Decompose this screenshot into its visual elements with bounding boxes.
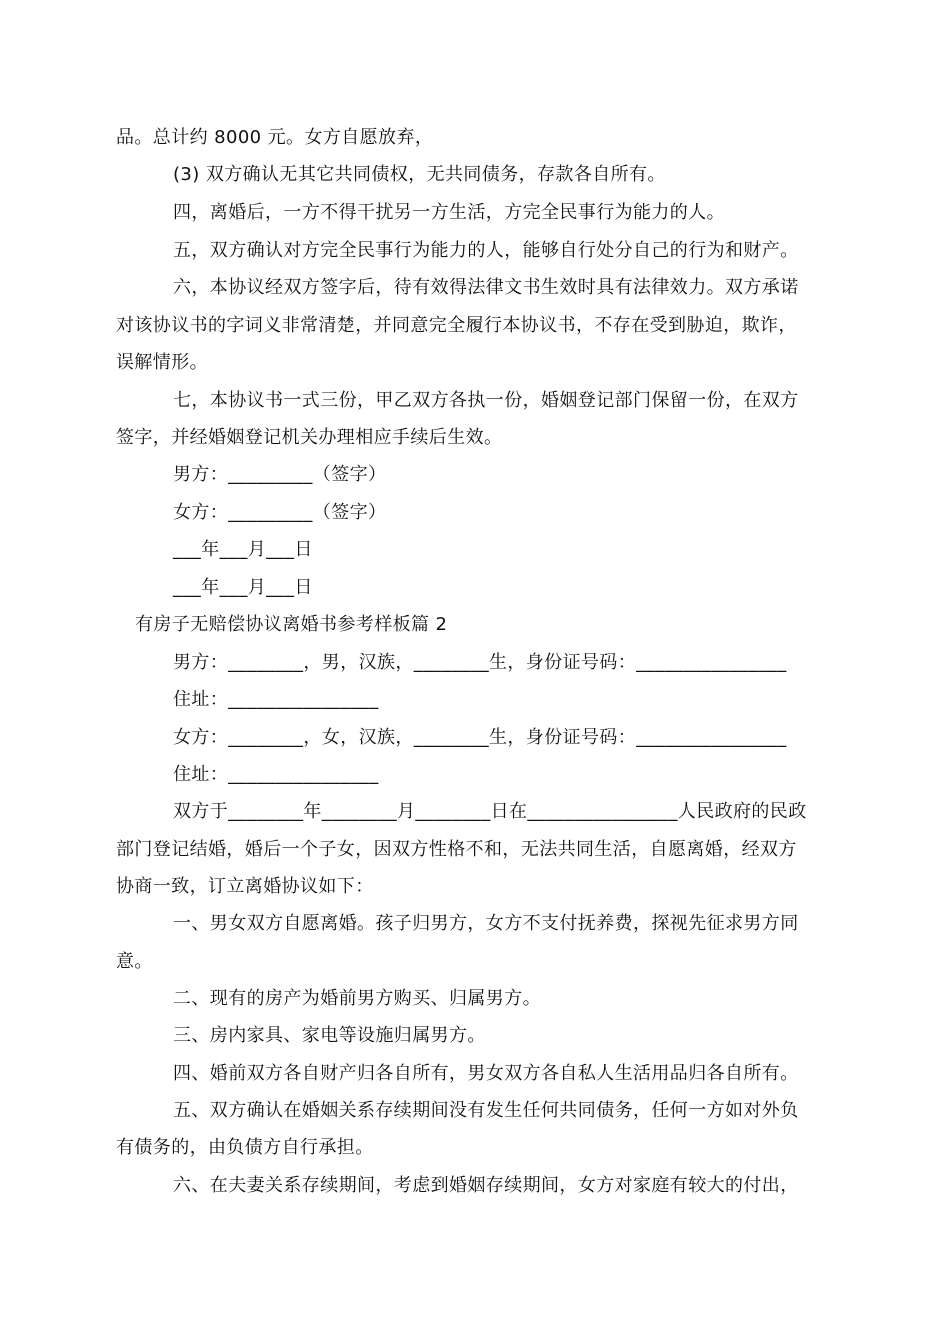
text-line: 二、现有的房产为婚前男方购买、归属男方。 bbox=[173, 988, 541, 1009]
text-line: 品。总计约 8000 元。女方自愿放弃， bbox=[116, 127, 434, 148]
text-line: (3) 双方确认无其它共同债权，无共同债务，存款各自所有。 bbox=[173, 164, 666, 185]
signature-line-male: 男方：_________（签字） bbox=[173, 464, 387, 485]
text-line: 住址：________________ bbox=[173, 764, 379, 785]
text-line: 误解情形。 bbox=[116, 352, 208, 373]
text-line: 四，离婚后，一方不得干扰另一方生活，方完全民事行为能力的人。 bbox=[173, 202, 725, 223]
date-line: ___年___月___日 bbox=[173, 577, 313, 598]
text-line: 签字，并经婚姻登记机关办理相应手续后生效。 bbox=[116, 427, 503, 448]
text-line: 男方：________，男，汉族，________生，身份证号码：________________ bbox=[173, 652, 787, 673]
text-line: 有债务的，由负债方自行承担。 bbox=[116, 1137, 374, 1158]
text-line: 五、双方确认在婚姻关系存续期间没有发生任何共同债务，任何一方如对外负 bbox=[173, 1100, 799, 1121]
text-line: 七，本协议书一式三份，甲乙双方各执一份，婚姻登记部门保留一份，在双方 bbox=[173, 390, 799, 411]
section-title: 有房子无赔偿协议离婚书参考样板篇 2 bbox=[135, 614, 448, 635]
text-line: 女方：________，女，汉族，________生，身份证号码：________________ bbox=[173, 727, 787, 748]
text-line: 四、婚前双方各自财产归各自所有，男女双方各自私人生活用品归各自所有。 bbox=[173, 1063, 799, 1084]
text-line: 双方于________年________月________日在________________人民政府的民政 bbox=[173, 801, 807, 822]
text-line: 部门登记结婚，婚后一个子女，因双方性格不和，无法共同生活，自愿离婚，经双方 bbox=[116, 839, 797, 860]
text-line: 六、在夫妻关系存续期间，考虑到婚姻存续期间，女方对家庭有较大的付出， bbox=[173, 1175, 799, 1196]
text-line: 意。 bbox=[116, 951, 153, 972]
text-line: 协商一致，订立离婚协议如下： bbox=[116, 876, 374, 897]
signature-line-female: 女方：_________（签字） bbox=[173, 502, 387, 523]
text-line: 一、男女双方自愿离婚。孩子归男方，女方不支付抚养费，探视先征求男方同 bbox=[173, 913, 799, 934]
text-line: 住址：________________ bbox=[173, 689, 379, 710]
text-line: 对该协议书的字词义非常清楚，并同意完全履行本协议书，不存在受到胁迫，欺诈， bbox=[116, 315, 797, 336]
text-line: 三、房内家具、家电等设施归属男方。 bbox=[173, 1025, 486, 1046]
text-line: 六，本协议经双方签字后，待有效得法律文书生效时具有法律效力。双方承诺 bbox=[173, 277, 799, 298]
date-line: ___年___月___日 bbox=[173, 539, 313, 560]
text-line: 五，双方确认对方完全民事行为能力的人，能够自行处分自己的行为和财产。 bbox=[173, 240, 799, 261]
